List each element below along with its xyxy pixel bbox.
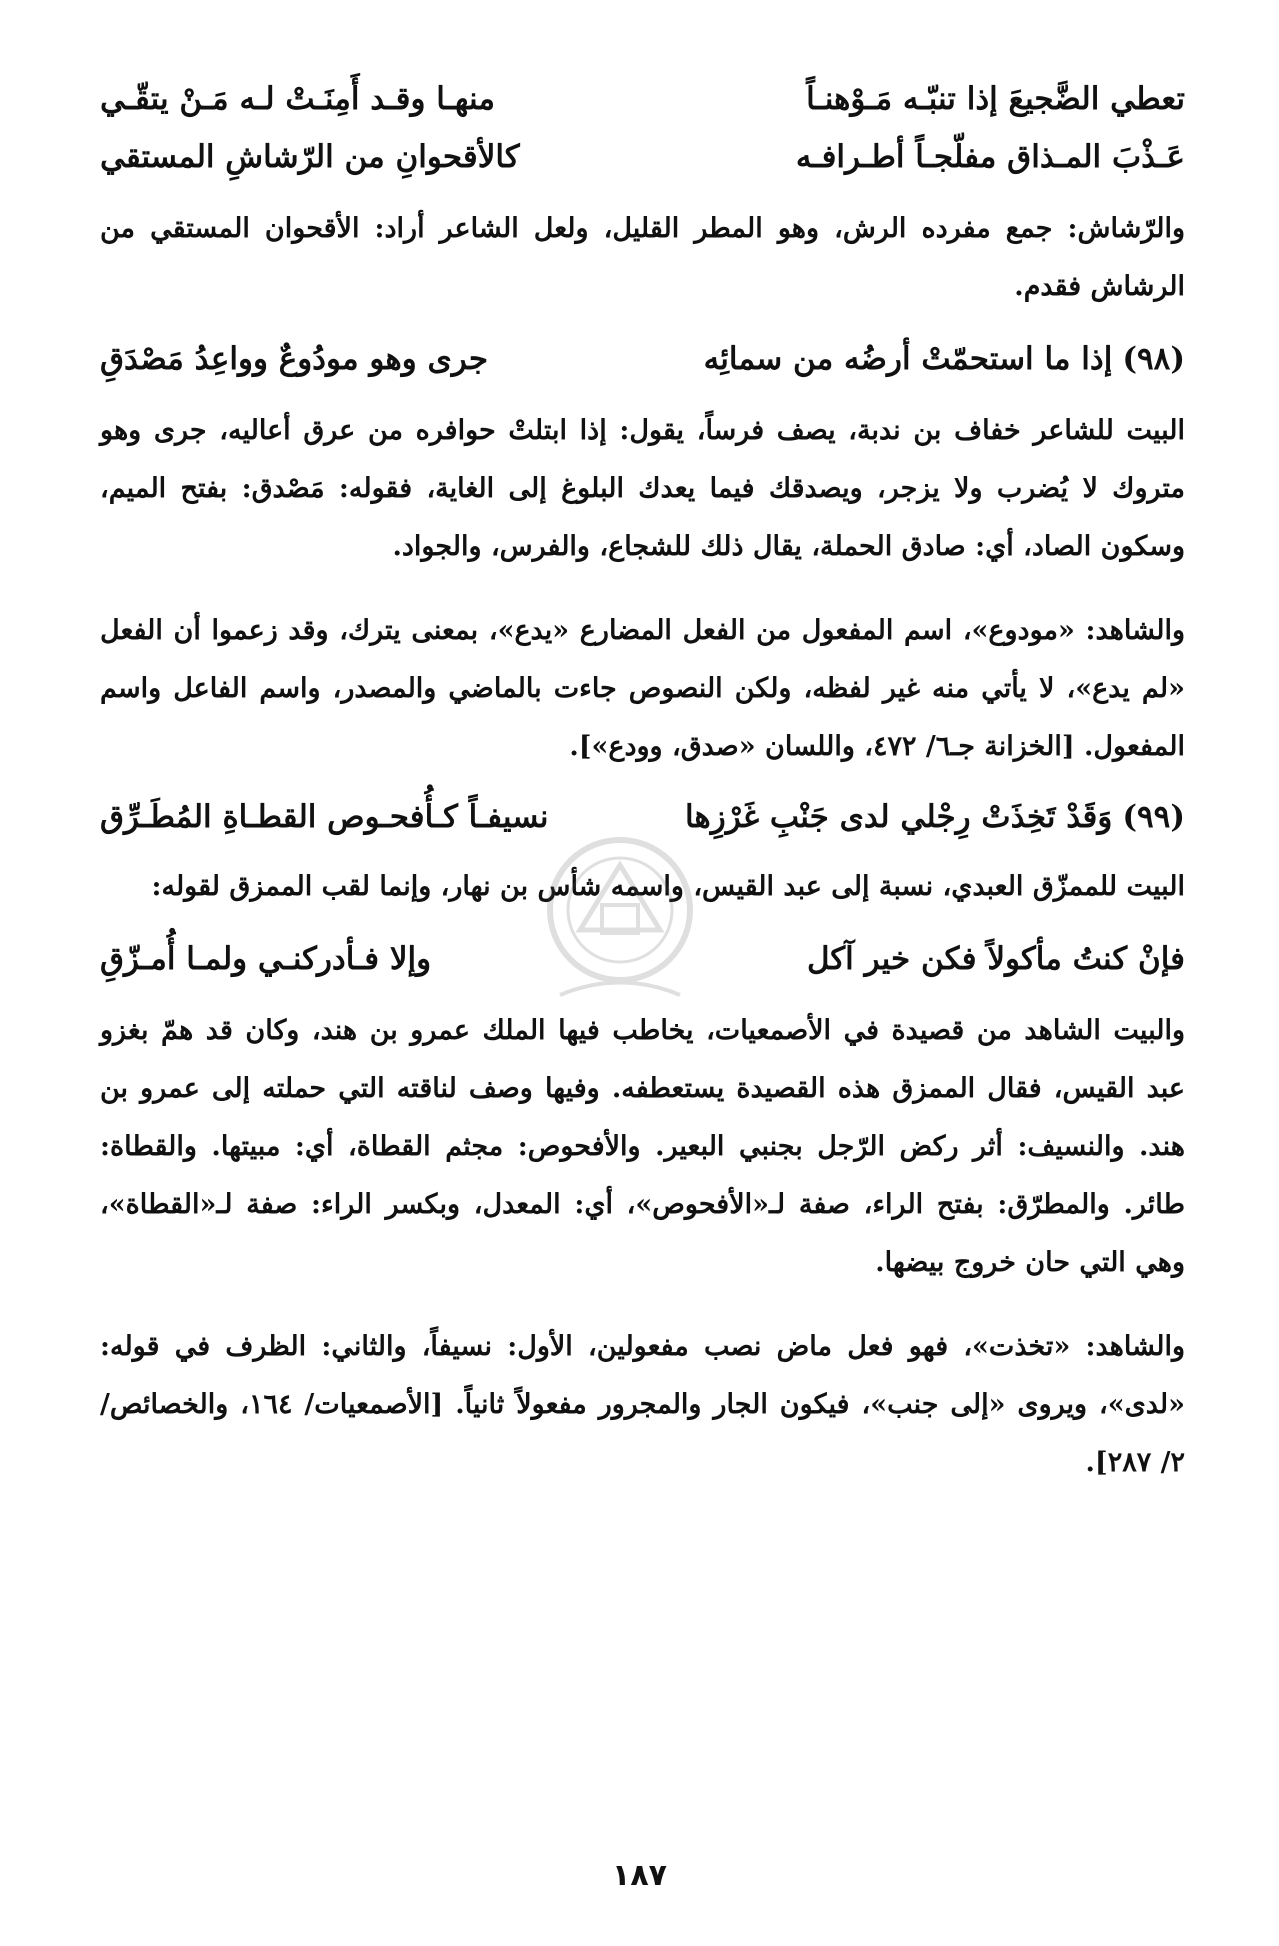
page-content <box>100 70 1185 1492</box>
paragraph-mumazzaq: البيت للممزّق العبدي، نسبة إلى عبد القيس، واسمه شأس بن نهار، وإنما لقب الممزق لقوله: <box>151 871 1185 902</box>
verse-hemistich: كالأقحوانِ من الرّشاشِ المستقي <box>100 139 520 175</box>
verse-98 <box>100 330 1185 388</box>
verse-hemistich: منهـا وقـد أَمِنَـتْ لـه مَـنْ يتقّـي <box>100 81 495 117</box>
paragraph-shahid-mawdu: والشاهد: «مودوع»، اسم المفعول من الفعل المضارع «يدع»، بمعنى يترك، وقد زعموا أن الفعل «لم يدع»، لا يأتي منه غير لفظه، ولكن النصوص جاءت بالماضي والمصدر، واسم الفاعل واسم المفعول. [الخزانة جـ٦/ ٤٧٢، واللسان «صدق، وودع»]. <box>100 615 1185 762</box>
page-number: ١٨٧ <box>612 1858 667 1893</box>
verse-hemistich: فإنْ كنتُ مأكولاً فكن خير آكل <box>806 941 1185 977</box>
verse-hemistich: وإلا فـأدركنـي ولمـا أُمـزّقِ <box>100 941 432 977</box>
paragraph-shahid-takhidhat: والشاهد: «تخذت»، فهو فعل ماض نصب مفعولين، الأول: نسيفاً، والثاني: الظرف في قوله: «لدى»، ويروى «إلى جنب»، فيكون الجار والمجرور مفعولاً ثانياً. [الأصمعيات/ ١٦٤، والخصائص/ ٢/ ٢٨٧]. <box>100 1331 1186 1478</box>
verse-line-1 <box>100 70 1185 128</box>
verse-hemistich: نسيفـاً كـأُفحـوص القطـاةِ المُطَـرِّق <box>100 799 549 835</box>
verse-hemistich: تعطي الضَّجيعَ إذا تنبّـه مَـوْهنـاً <box>806 81 1185 117</box>
verse-number: (٩٩) <box>1122 799 1185 835</box>
verse-hemistich: عَـذْبَ المـذاق مفلّجـاً أطـرافـه <box>795 139 1185 175</box>
verse-line-2 <box>100 128 1185 186</box>
verse-number: (٩٨) <box>1122 341 1185 377</box>
paragraph-khufaf: البيت للشاعر خفاف بن ندبة، يصف فرساً، يقول: إذا ابتلتْ حوافره من عرق أعاليه، جرى وهو متروك لا يُضرب ولا يزجر، ويصدقك فيما يعدك البلوغ إلى الغاية، فقوله: مَصْدق: بفتح الميم، وسكون الصاد، أي: صادق الحملة، يقال ذلك للشجاع، والفرس، والجواد. <box>100 415 1185 562</box>
paragraph-rashash: والرّشاش: جمع مفرده الرش، وهو المطر القليل، ولعل الشاعر أراد: الأقحوان المستقي من الرشاش فقدم. <box>100 213 1185 302</box>
verse-mumazzaq <box>100 930 1185 988</box>
verse-99 <box>100 790 1185 844</box>
verse-hemistich: إذا ما استحمّتْ أرضُه من سمائِه <box>703 341 1113 377</box>
verse-hemistich: جرى وهو مودُوعٌ وواعِدُ مَصْدَقِ <box>100 341 489 377</box>
paragraph-asmaiyyat: والبيت الشاهد من قصيدة في الأصمعيات، يخاطب فيها الملك عمرو بن هند، وكان قد همّ بغزو عبد القيس، فقال الممزق هذه القصيدة يستعطفه. وفيها وصف لناقته التي حملته إلى عمرو بن هند. والنسيف: أثر ركض الرّجل بجنبي البعير. والأفحوص: مجثم القطاة، أي: مبيتها. والقطاة: طائر. والمطرّق: بفتح الراء، صفة لـ«الأفحوص»، أي: المعدل، وبكسر الراء: صفة لـ«القطاة»، وهي التي حان خروج بيضها. <box>100 1015 1185 1278</box>
verse-hemistich: وَقَدْ تَخِذَتْ رِجْلي لدى جَنْبِ غَرْزِها <box>684 799 1113 835</box>
